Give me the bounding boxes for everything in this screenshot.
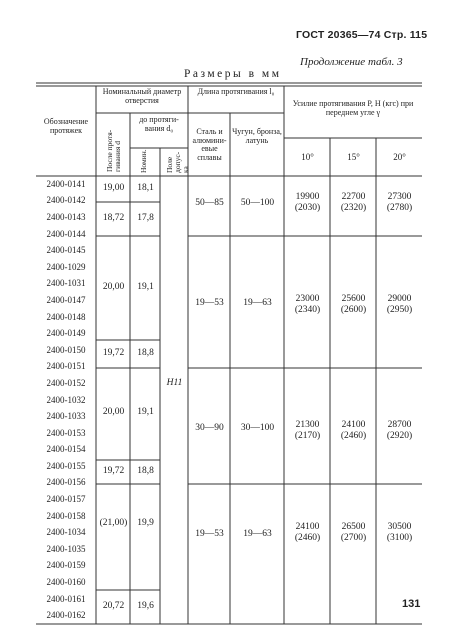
force-20: 28700 — [387, 420, 412, 430]
designation-row: 2400-0148 — [46, 311, 86, 322]
col-steel: Сталь и алюмини- евые сплавы — [192, 127, 227, 162]
col-before-broaching: до протяги- вания d₀ — [139, 115, 179, 133]
designation-row: 2400-0153 — [46, 427, 86, 438]
force-20-kgf: (2780) — [386, 203, 413, 213]
standard-header: ГОСТ 20365—74 Стр. 115 — [296, 29, 428, 41]
designation-row: 2400-0145 — [46, 245, 86, 256]
designation-row: 2400-1034 — [46, 527, 86, 538]
length-cast: 19—63 — [243, 529, 272, 539]
col-cast-iron: Чугун, бронза, латунь — [232, 127, 282, 145]
force-15: 24100 — [341, 420, 366, 430]
force-20: 27300 — [387, 192, 412, 202]
col-nominal: Номин. — [139, 149, 148, 173]
designation-row: 2400-0141 — [46, 178, 86, 189]
designation-row: 2400-1032 — [46, 394, 86, 405]
continuation-note: Продолжение табл. 3 — [300, 56, 403, 68]
force-10: 24100 — [295, 522, 320, 532]
designation-row: 2400-0160 — [46, 577, 86, 588]
tolerance-h11: H11 — [166, 378, 183, 388]
force-15-kgf: (2460) — [340, 431, 367, 441]
designation-row: 2400-0157 — [46, 494, 86, 505]
designation-row: 2400-0162 — [46, 610, 86, 621]
force-10-kgf: (2030) — [294, 203, 321, 213]
designation-row: 2400-0154 — [46, 444, 86, 455]
force-10-kgf: (2340) — [294, 305, 321, 315]
col-force: Усилие протягивания P, Н (кгс) при переднем угле γ — [292, 99, 414, 117]
designation-row: 2400-1031 — [46, 278, 86, 289]
force-15: 26500 — [341, 522, 366, 532]
designation-row: 2400-0159 — [46, 560, 86, 571]
d0-value: 18,8 — [137, 466, 154, 476]
length-steel: 19—53 — [195, 529, 224, 539]
designation-row: 2400-1035 — [46, 543, 86, 554]
force-15-kgf: (2700) — [340, 533, 367, 543]
length-steel: 50—85 — [195, 198, 224, 208]
table-caption: Размеры в мм — [184, 68, 282, 80]
force-10-kgf: (2170) — [294, 431, 321, 441]
col-designation: Обозначение протяжек — [43, 117, 89, 135]
col-angle-15: 15° — [347, 152, 360, 162]
col-angle-20: 20° — [393, 152, 406, 162]
designation-row: 2400-0158 — [46, 510, 86, 521]
d0-value: 19,9 — [137, 518, 154, 528]
force-10: 19900 — [295, 192, 320, 202]
d-value: 18,72 — [102, 213, 125, 223]
d0-value: 18,8 — [137, 348, 154, 358]
force-20: 29000 — [387, 294, 412, 304]
designation-row: 2400-1033 — [46, 411, 86, 422]
force-20-kgf: (2950) — [386, 305, 413, 315]
d-value: 20,72 — [102, 601, 125, 611]
length-cast: 30—100 — [240, 423, 275, 433]
designation-row: 2400-0143 — [46, 211, 86, 222]
designation-row: 2400-0142 — [46, 195, 86, 206]
designation-row: 2400-0151 — [46, 361, 86, 372]
force-10-kgf: (2460) — [294, 533, 321, 543]
d-value: 20,00 — [102, 407, 125, 417]
designation-row: 2400-1029 — [46, 261, 86, 272]
length-cast: 50—100 — [240, 198, 275, 208]
designation-row: 2400-0155 — [46, 460, 86, 471]
force-15-kgf: (2320) — [340, 203, 367, 213]
force-20-kgf: (3100) — [386, 533, 413, 543]
col-length: Длина протягивания l₀ — [197, 87, 275, 96]
designation-row: 2400-0156 — [46, 477, 86, 488]
d-value: 19,00 — [102, 183, 125, 193]
d-value: 20,00 — [102, 282, 125, 292]
force-15: 22700 — [341, 192, 366, 202]
d0-value: 19,1 — [137, 282, 154, 292]
col-tolerance: Поле допус- ка — [165, 151, 190, 173]
length-steel: 19—53 — [195, 298, 224, 308]
col-nominal-diameter: Номинальный диаметр отверстия — [102, 87, 182, 105]
d-value: 19,72 — [102, 466, 125, 476]
d0-value: 18,1 — [137, 183, 154, 193]
d-value: 19,72 — [102, 348, 125, 358]
length-cast: 19—63 — [243, 298, 272, 308]
d0-value: 17,8 — [137, 213, 154, 223]
designation-row: 2400-0152 — [46, 377, 86, 388]
force-20-kgf: (2920) — [386, 431, 413, 441]
d-value: (21,00) — [99, 518, 128, 528]
designation-row: 2400-0147 — [46, 294, 86, 305]
force-10: 21300 — [295, 420, 320, 430]
force-15-kgf: (2600) — [340, 305, 367, 315]
d0-value: 19,1 — [137, 407, 154, 417]
designation-row: 2400-0150 — [46, 344, 86, 355]
col-angle-10: 10° — [301, 152, 314, 162]
d0-value: 19,6 — [137, 601, 154, 611]
designation-row: 2400-0161 — [46, 593, 86, 604]
force-20: 30500 — [387, 522, 412, 532]
designation-row: 2400-0149 — [46, 328, 86, 339]
col-after-broaching: После протя- гивания d — [105, 129, 122, 172]
page-number: 131 — [402, 598, 421, 610]
force-15: 25600 — [341, 294, 366, 304]
force-10: 23000 — [295, 294, 320, 304]
designation-row: 2400-0144 — [46, 228, 86, 239]
length-steel: 30—90 — [195, 423, 224, 433]
